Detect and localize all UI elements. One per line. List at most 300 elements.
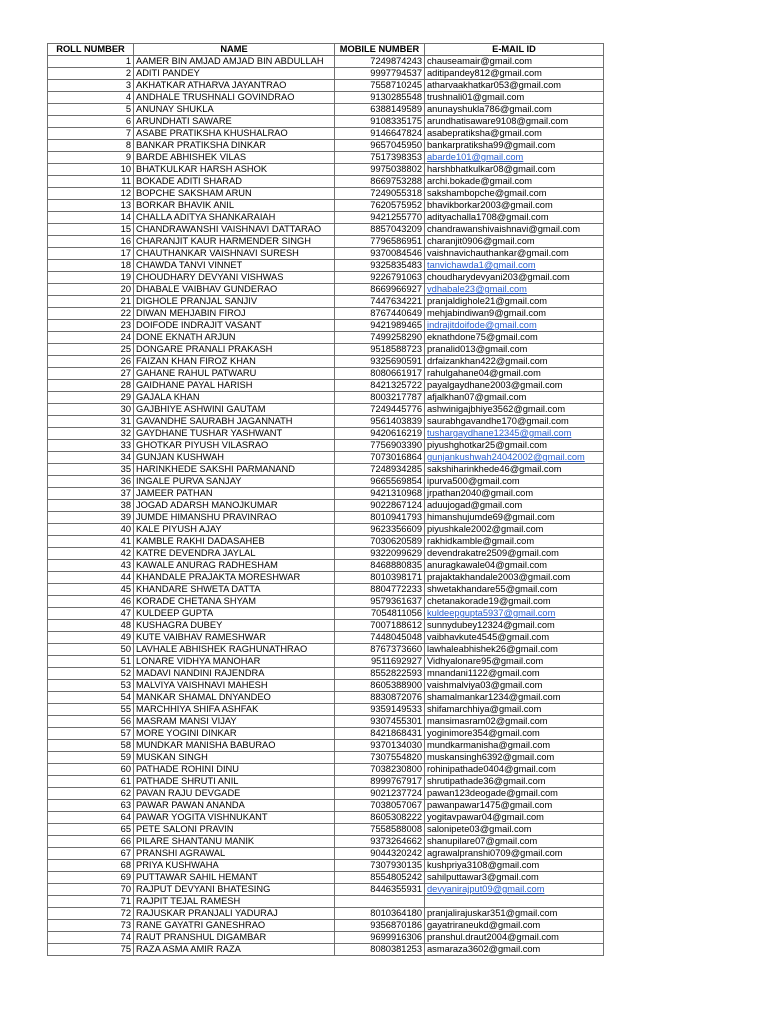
name-cell: CHARANJIT KAUR HARMENDER SINGH	[134, 236, 335, 248]
name-cell: CHOUDHARY DEVYANI VISHWAS	[134, 272, 335, 284]
table-row	[48, 584, 604, 596]
email-cell: bhavikborkar2003@gmail.com	[425, 200, 604, 212]
name-cell: BARDE ABHISHEK VILAS	[134, 152, 335, 164]
email-cell: adityachalla1708@gmail.com	[425, 212, 604, 224]
mobile-number-cell: 9226791063	[335, 272, 425, 284]
table-row	[48, 728, 604, 740]
roll-number-cell: 34	[48, 452, 134, 464]
name-cell: KATRE DEVENDRA JAYLAL	[134, 548, 335, 560]
table-row	[48, 848, 604, 860]
roll-number-cell: 45	[48, 584, 134, 596]
table-row	[48, 560, 604, 572]
table-row	[48, 380, 604, 392]
roll-number-cell: 6	[48, 116, 134, 128]
table-row	[48, 548, 604, 560]
name-cell: RANE GAYATRI GANESHRAO	[134, 920, 335, 932]
email-cell: mnandani1122@gmail.com	[425, 668, 604, 680]
email-cell: shifamarchhiya@gmail.com	[425, 704, 604, 716]
mobile-number-cell: 9108335175	[335, 116, 425, 128]
email-cell: mehjabindiwan9@gmail.com	[425, 308, 604, 320]
roll-number-cell: 27	[48, 368, 134, 380]
email-cell: agrawalpranshi0709@gmail.com	[425, 848, 604, 860]
mobile-number-cell: 9370084546	[335, 248, 425, 260]
name-cell: INGALE PURVA SANJAY	[134, 476, 335, 488]
table-row	[48, 404, 604, 416]
email-cell: aditipandey812@gmail.com	[425, 68, 604, 80]
mobile-number-cell: 8552822593	[335, 668, 425, 680]
mobile-number-cell: 9307455301	[335, 716, 425, 728]
mobile-number-cell: 9325835483	[335, 260, 425, 272]
table-row	[48, 440, 604, 452]
mobile-number-cell: 8010398171	[335, 572, 425, 584]
table-row	[48, 500, 604, 512]
table-row	[48, 680, 604, 692]
mobile-number-cell: 8468880835	[335, 560, 425, 572]
table-row	[48, 128, 604, 140]
name-cell: KAWALE ANURAG RADHESHAM	[134, 560, 335, 572]
name-cell: KALE PIYUSH AJAY	[134, 524, 335, 536]
mobile-number-cell: 7558710245	[335, 80, 425, 92]
table-row	[48, 884, 604, 896]
roll-number-cell: 23	[48, 320, 134, 332]
roll-number-cell: 21	[48, 296, 134, 308]
name-cell: JUMDE HIMANSHU PRAVINRAO	[134, 512, 335, 524]
table-row	[48, 668, 604, 680]
name-cell: RAUT PRANSHUL DIGAMBAR	[134, 932, 335, 944]
table-row	[48, 344, 604, 356]
table-row	[48, 536, 604, 548]
email-cell: vaibhavkute4545@gmail.com	[425, 632, 604, 644]
name-cell: PAWAR PAWAN ANANDA	[134, 800, 335, 812]
mobile-number-cell: 9359149533	[335, 704, 425, 716]
table-row	[48, 740, 604, 752]
name-cell: MUNDKAR MANISHA BABURAO	[134, 740, 335, 752]
table-row	[48, 920, 604, 932]
mobile-number-cell: 8767440649	[335, 308, 425, 320]
mobile-number-cell: 9421255770	[335, 212, 425, 224]
table-row	[48, 908, 604, 920]
roll-number-cell: 14	[48, 212, 134, 224]
roll-number-cell: 66	[48, 836, 134, 848]
table-row	[48, 92, 604, 104]
roll-number-cell: 24	[48, 332, 134, 344]
table-row	[48, 512, 604, 524]
roll-number-cell: 16	[48, 236, 134, 248]
table-row	[48, 572, 604, 584]
email-cell: shanupilare07@gmail.com	[425, 836, 604, 848]
roll-number-cell: 73	[48, 920, 134, 932]
name-cell: HARINKHEDE SAKSHI PARMANAND	[134, 464, 335, 476]
table-row	[48, 860, 604, 872]
roll-number-cell: 51	[48, 656, 134, 668]
name-header: NAME	[134, 44, 335, 56]
name-cell: CHAWDA TANVI VINNET	[134, 260, 335, 272]
name-cell: BHATKULKAR HARSH ASHOK	[134, 164, 335, 176]
roll-number-cell: 7	[48, 128, 134, 140]
table-row	[48, 140, 604, 152]
roll-number-cell: 47	[48, 608, 134, 620]
mobile-number-cell: 7249874243	[335, 56, 425, 68]
table-row	[48, 392, 604, 404]
table-row	[48, 872, 604, 884]
name-cell: PATHADE SHRUTI ANIL	[134, 776, 335, 788]
mobile-number-cell: 8767373660	[335, 644, 425, 656]
name-cell: KUTE VAIBHAV RAMESHWAR	[134, 632, 335, 644]
email-cell: bankarpratiksha99@gmail.com	[425, 140, 604, 152]
name-cell: DONGARE PRANALI PRAKASH	[134, 344, 335, 356]
table-row	[48, 176, 604, 188]
roll-number-cell: 29	[48, 392, 134, 404]
roll-number-cell: 42	[48, 548, 134, 560]
email-cell: yoginimore354@gmail.com	[425, 728, 604, 740]
roll-number-cell: 48	[48, 620, 134, 632]
email-cell: chetanakorade19@gmail.com	[425, 596, 604, 608]
roll-number-cell: 60	[48, 764, 134, 776]
email-cell: piyushghotkar25@gmail.com	[425, 440, 604, 452]
roll-number-cell: 3	[48, 80, 134, 92]
mobile-number-cell: 9044320242	[335, 848, 425, 860]
roll-number-cell: 43	[48, 560, 134, 572]
name-cell: MUSKAN SINGH	[134, 752, 335, 764]
name-cell: DONE EKNATH ARJUN	[134, 332, 335, 344]
email-cell: kushpriya3108@gmail.com	[425, 860, 604, 872]
mobile-number-cell: 7558588008	[335, 824, 425, 836]
mobile-number-cell: 9511692927	[335, 656, 425, 668]
email-cell	[425, 896, 604, 908]
roll-number-cell: 36	[48, 476, 134, 488]
name-cell: GHOTKAR PIYUSH VILASRAO	[134, 440, 335, 452]
email-cell[interactable]: tushargaydhane12345@gmail.com	[425, 428, 604, 440]
name-cell: PILARE SHANTANU MANIK	[134, 836, 335, 848]
name-cell: CHANDRAWANSHI VAISHNAVI DATTARAO	[134, 224, 335, 236]
mobile-number-cell: 7307554820	[335, 752, 425, 764]
roll-number-cell: 74	[48, 932, 134, 944]
table-row	[48, 308, 604, 320]
email-cell: rahulgahane04@gmail.com	[425, 368, 604, 380]
roll-number-cell: 40	[48, 524, 134, 536]
email-cell: shwetakhandare55@gmail.com	[425, 584, 604, 596]
table-row	[48, 776, 604, 788]
mobile-number-cell: 8669966927	[335, 284, 425, 296]
table-row	[48, 284, 604, 296]
name-cell: MALVIYA VAISHNAVI MAHESH	[134, 680, 335, 692]
roll-number-cell: 4	[48, 92, 134, 104]
mobile-number-cell: 7796586951	[335, 236, 425, 248]
mobile-number-cell: 9623356609	[335, 524, 425, 536]
mobile-number-cell: 7030620589	[335, 536, 425, 548]
mobile-number-cell: 7249445776	[335, 404, 425, 416]
table-row	[48, 116, 604, 128]
mobile-number-cell: 9370134030	[335, 740, 425, 752]
email-cell: rohinipathade0404@gmail.com	[425, 764, 604, 776]
email-cell: shrutipathade36@gmail.com	[425, 776, 604, 788]
email-cell: asmaraza3602@gmail.com	[425, 944, 604, 956]
mobile-number-cell: 8421868431	[335, 728, 425, 740]
email-cell: pawan123deogade@gmail.com	[425, 788, 604, 800]
email-cell: mundkarmanisha@gmail.com	[425, 740, 604, 752]
roll-number-cell: 54	[48, 692, 134, 704]
name-cell: GAIDHANE PAYAL HARISH	[134, 380, 335, 392]
name-cell: LAVHALE ABHISHEK RAGHUNATHRAO	[134, 644, 335, 656]
roll-number-cell: 37	[48, 488, 134, 500]
roll-number-header: ROLL NUMBER	[48, 44, 134, 56]
name-cell: CHALLA ADITYA SHANKARAIAH	[134, 212, 335, 224]
name-cell: ASABE PRATIKSHA KHUSHALRAO	[134, 128, 335, 140]
name-cell: GAJBHIYE ASHWINI GAUTAM	[134, 404, 335, 416]
email-cell[interactable]: kuldeepgupta5937@gmail.com	[425, 608, 604, 620]
name-cell: PETE SALONI PRAVIN	[134, 824, 335, 836]
mobile-number-cell: 8080381253	[335, 944, 425, 956]
mobile-number-cell: 9421310968	[335, 488, 425, 500]
name-cell: AAMER BIN AMJAD AMJAD BIN ABDULLAH	[134, 56, 335, 68]
email-cell: vaishmalviya03@gmail.com	[425, 680, 604, 692]
name-cell: BOPCHE SAKSHAM ARUN	[134, 188, 335, 200]
roll-number-cell: 49	[48, 632, 134, 644]
email-cell: yogitavpawar04@gmail.com	[425, 812, 604, 824]
name-cell: DIWAN MEHJABIN FIROJ	[134, 308, 335, 320]
roll-number-cell: 55	[48, 704, 134, 716]
roll-number-cell: 50	[48, 644, 134, 656]
email-cell: saurabhgavandhe170@gmail.com	[425, 416, 604, 428]
name-cell: RAJPIT TEJAL RAMESH	[134, 896, 335, 908]
roll-number-cell: 67	[48, 848, 134, 860]
roll-number-cell: 33	[48, 440, 134, 452]
table-row	[48, 56, 604, 68]
table-row	[48, 932, 604, 944]
mobile-number-cell: 7054811056	[335, 608, 425, 620]
table-row	[48, 896, 604, 908]
email-cell: vaishnavichauthankar@gmail.com	[425, 248, 604, 260]
header-row	[48, 44, 604, 56]
name-cell: DHABALE VAIBHAV GUNDERAO	[134, 284, 335, 296]
email-cell: sakshiharinkhede46@gmail.com	[425, 464, 604, 476]
email-cell: shamalmankar1234@gmail.com	[425, 692, 604, 704]
name-cell: KHANDALE PRAJAKTA MORESHWAR	[134, 572, 335, 584]
name-cell: KORADE CHETANA SHYAM	[134, 596, 335, 608]
name-cell: JAMEER PATHAN	[134, 488, 335, 500]
email-cell[interactable]: gunjankushwah24042002@gmail.com	[425, 452, 604, 464]
table-row	[48, 212, 604, 224]
email-cell: harshbhatkulkar08@gmail.com	[425, 164, 604, 176]
mobile-number-cell: 8999767917	[335, 776, 425, 788]
roll-number-cell: 61	[48, 776, 134, 788]
email-cell[interactable]: indrajitdoifode@gmail.com	[425, 320, 604, 332]
roll-number-cell: 17	[48, 248, 134, 260]
table-row	[48, 632, 604, 644]
email-cell: asabepratiksha@gmail.com	[425, 128, 604, 140]
roll-number-cell: 52	[48, 668, 134, 680]
email-cell: anuragkawale04@gmail.com	[425, 560, 604, 572]
table-row	[48, 644, 604, 656]
email-cell: lawhaleabhishek26@gmail.com	[425, 644, 604, 656]
email-cell[interactable]: abarde101@gmail.com	[425, 152, 604, 164]
email-cell: eknathdone75@gmail.com	[425, 332, 604, 344]
name-cell: ANDHALE TRUSHNALI GOVINDRAO	[134, 92, 335, 104]
mobile-number-cell: 9518588723	[335, 344, 425, 356]
mobile-number-cell: 9997794537	[335, 68, 425, 80]
table-row	[48, 944, 604, 956]
email-cell[interactable]: tanvichawda1@gmail.com	[425, 260, 604, 272]
roll-number-cell: 32	[48, 428, 134, 440]
name-cell: MANKAR SHAMAL DNYANDEO	[134, 692, 335, 704]
name-cell: PUTTAWAR SAHIL HEMANT	[134, 872, 335, 884]
table-header	[48, 44, 604, 56]
email-cell[interactable]: devyanirajput09@gmail.com	[425, 884, 604, 896]
mobile-number-cell: 8669753288	[335, 176, 425, 188]
email-cell: gayatriraneukd@gmail.com	[425, 920, 604, 932]
email-cell: aduujogad@gmail.com	[425, 500, 604, 512]
name-cell: DOIFODE INDRAJIT VASANT	[134, 320, 335, 332]
email-cell: trushnali01@gmail.com	[425, 92, 604, 104]
table-row	[48, 260, 604, 272]
roll-number-cell: 20	[48, 284, 134, 296]
mobile-number-cell: 9699916306	[335, 932, 425, 944]
email-cell: pranshul.draut2004@gmail.com	[425, 932, 604, 944]
roll-number-cell: 18	[48, 260, 134, 272]
mobile-number-cell: 8605308222	[335, 812, 425, 824]
name-cell: JOGAD ADARSH MANOJKUMAR	[134, 500, 335, 512]
name-cell: PATHADE ROHINI DINU	[134, 764, 335, 776]
mobile-number-cell: 9420616219	[335, 428, 425, 440]
name-cell: KUSHAGRA DUBEY	[134, 620, 335, 632]
email-cell: choudharydevyani203@gmail.com	[425, 272, 604, 284]
mobile-number-cell: 9657045950	[335, 140, 425, 152]
roll-number-cell: 35	[48, 464, 134, 476]
name-cell: PAVAN RAJU DEVGADE	[134, 788, 335, 800]
email-cell: rakhidkamble@gmail.com	[425, 536, 604, 548]
roll-number-cell: 1	[48, 56, 134, 68]
email-header: E-MAIL ID	[425, 44, 604, 56]
roll-number-cell: 28	[48, 380, 134, 392]
table-row	[48, 200, 604, 212]
email-cell: anunayshukla786@gmail.com	[425, 104, 604, 116]
mobile-number-cell: 8421325722	[335, 380, 425, 392]
name-cell: GUNJAN KUSHWAH	[134, 452, 335, 464]
roll-number-cell: 5	[48, 104, 134, 116]
table-row	[48, 236, 604, 248]
roll-number-cell: 39	[48, 512, 134, 524]
mobile-number-cell: 7499258290	[335, 332, 425, 344]
mobile-number-cell: 9021237724	[335, 788, 425, 800]
table-row	[48, 464, 604, 476]
table-row	[48, 836, 604, 848]
email-cell: jrpathan2040@gmail.com	[425, 488, 604, 500]
mobile-number-cell: 7756903390	[335, 440, 425, 452]
mobile-number-header: MOBILE NUMBER	[335, 44, 425, 56]
table-row	[48, 656, 604, 668]
table-row	[48, 416, 604, 428]
name-cell: BANKAR PRATIKSHA DINKAR	[134, 140, 335, 152]
name-cell: MORE YOGINI DINKAR	[134, 728, 335, 740]
table-row	[48, 428, 604, 440]
table-row	[48, 704, 604, 716]
roll-number-cell: 25	[48, 344, 134, 356]
mobile-number-cell: 9130285548	[335, 92, 425, 104]
email-cell: devendrakatre2509@gmail.com	[425, 548, 604, 560]
roll-number-cell: 57	[48, 728, 134, 740]
name-cell: PRIYA KUSHWAHA	[134, 860, 335, 872]
name-cell: GAVANDHE SAURABH JAGANNATH	[134, 416, 335, 428]
email-cell: Vidhyalonare95@gmail.com	[425, 656, 604, 668]
email-cell: pawanpawar1475@gmail.com	[425, 800, 604, 812]
email-cell: sahilputtawar3@gmail.com	[425, 872, 604, 884]
email-cell: chauseamair@gmail.com	[425, 56, 604, 68]
roll-number-cell: 53	[48, 680, 134, 692]
table-row	[48, 104, 604, 116]
table-row	[48, 752, 604, 764]
email-cell: chandrawanshivaishnavi@gmail.com	[425, 224, 604, 236]
roll-number-cell: 15	[48, 224, 134, 236]
roll-number-cell: 31	[48, 416, 134, 428]
name-cell: LONARE VIDHYA MANOHAR	[134, 656, 335, 668]
mobile-number-cell: 9322099629	[335, 548, 425, 560]
mobile-number-cell: 6388149589	[335, 104, 425, 116]
roll-number-cell: 30	[48, 404, 134, 416]
email-cell: drfaizankhan422@gmail.com	[425, 356, 604, 368]
name-cell: BOKADE ADITI SHARAD	[134, 176, 335, 188]
email-cell: ashwinigajbhiye3562@gmail.com	[425, 404, 604, 416]
table-row	[48, 824, 604, 836]
table-row	[48, 356, 604, 368]
table-row	[48, 692, 604, 704]
mobile-number-cell: 9356870186	[335, 920, 425, 932]
table-row	[48, 524, 604, 536]
name-cell: ARUNDHATI SAWARE	[134, 116, 335, 128]
mobile-number-cell: 9022867124	[335, 500, 425, 512]
email-cell: charanjit0906@gmail.com	[425, 236, 604, 248]
mobile-number-cell: 8446355931	[335, 884, 425, 896]
email-cell: payalgaydhane2003@gmail.com	[425, 380, 604, 392]
table-row	[48, 368, 604, 380]
roll-number-cell: 63	[48, 800, 134, 812]
name-cell: FAIZAN KHAN FIROZ KHAN	[134, 356, 335, 368]
table-row	[48, 764, 604, 776]
mobile-number-cell: 9325690591	[335, 356, 425, 368]
email-cell[interactable]: vdhabale23@gmail.com	[425, 284, 604, 296]
mobile-number-cell: 7248934285	[335, 464, 425, 476]
roll-number-cell: 8	[48, 140, 134, 152]
table-body	[48, 56, 604, 956]
mobile-number-cell: 8010364180	[335, 908, 425, 920]
mobile-number-cell: 7038230800	[335, 764, 425, 776]
mobile-number-cell: 9665569854	[335, 476, 425, 488]
email-cell: himanshujumde69@gmail.com	[425, 512, 604, 524]
name-cell: GAJALA KHAN	[134, 392, 335, 404]
table-row	[48, 800, 604, 812]
table-row	[48, 296, 604, 308]
table-row	[48, 224, 604, 236]
mobile-number-cell: 8554805242	[335, 872, 425, 884]
roll-number-cell: 71	[48, 896, 134, 908]
roll-number-cell: 12	[48, 188, 134, 200]
table-row	[48, 80, 604, 92]
email-cell: pranjaldighole21@gmail.com	[425, 296, 604, 308]
mobile-number-cell: 7620575952	[335, 200, 425, 212]
mobile-number-cell: 8003217787	[335, 392, 425, 404]
mobile-number-cell: 9421989465	[335, 320, 425, 332]
roll-number-cell: 11	[48, 176, 134, 188]
roll-number-cell: 10	[48, 164, 134, 176]
table-row	[48, 788, 604, 800]
roll-number-cell: 72	[48, 908, 134, 920]
roll-number-cell: 19	[48, 272, 134, 284]
mobile-number-cell: 8830872076	[335, 692, 425, 704]
mobile-number-cell: 9579361637	[335, 596, 425, 608]
table-row	[48, 272, 604, 284]
roll-number-cell: 26	[48, 356, 134, 368]
roll-number-cell: 46	[48, 596, 134, 608]
name-cell: MARCHHIYA SHIFA ASHFAK	[134, 704, 335, 716]
